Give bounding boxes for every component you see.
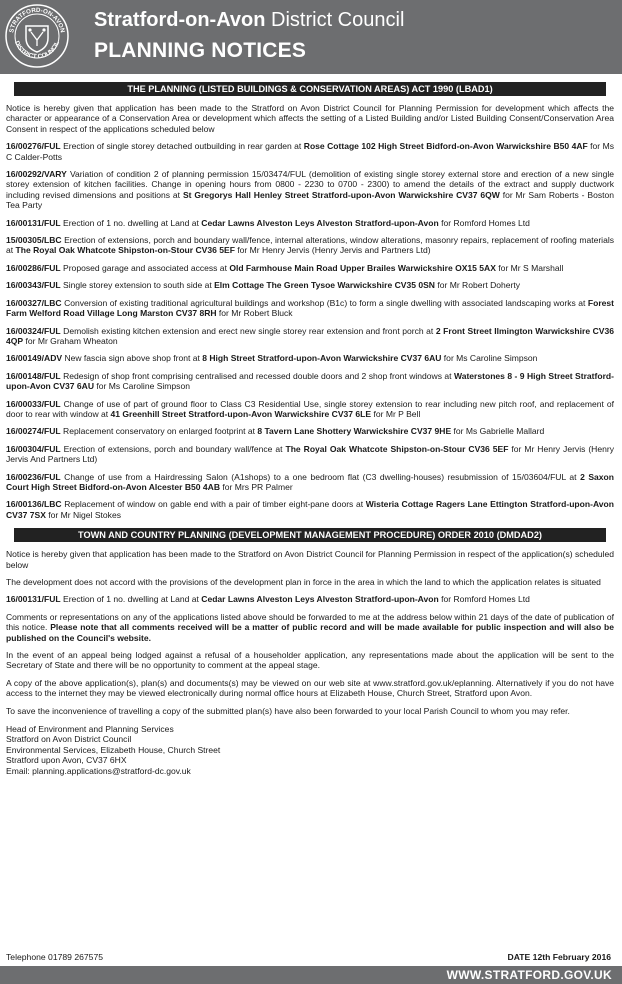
- application-address: Cedar Lawns Alveston Leys Alveston Stratford-upon-Avon: [201, 217, 439, 228]
- publication-date: DATE 12th February 2016: [507, 952, 611, 962]
- application-applicant: for Mr Henry Jervis (Henry Jervis and Partners Ltd): [234, 245, 431, 256]
- application-ref: 16/00136/LBC: [6, 499, 62, 510]
- parish-paragraph: To save the inconvenience of travelling a copy of the submitted plan(s) have also been forwarded to your local Parish Council to whom you may refer.: [6, 705, 570, 716]
- application-entry: [6, 499, 614, 520]
- application-applicant: for Mr Robert Bluck: [216, 308, 293, 319]
- contact-line: Environmental Services, Elizabeth House, Church Street: [6, 744, 221, 755]
- application-applicant: for Mr Robert Doherty: [434, 280, 521, 291]
- application-applicant: for Mr Graham Wheaton: [23, 335, 118, 346]
- application-address: 8 High Street Stratford-upon-Avon Warwickshire CV37 6AU: [202, 353, 442, 364]
- application-ref: 16/00292/VARY: [6, 169, 67, 180]
- application-entry: [6, 326, 614, 347]
- contact-line: Stratford on Avon District Council: [6, 734, 132, 745]
- application-description: Redesign of shop front comprising centralised and recessed double doors and 2 shop front windows at: [60, 370, 454, 381]
- application-ref: 16/00343/FUL: [6, 280, 61, 291]
- svg-text:STRATFORD-ON-AVON: STRATFORD-ON-AVON: [8, 6, 66, 34]
- page-title: PLANNING NOTICES: [94, 39, 307, 62]
- application-ref: 15/00305/LBC: [6, 235, 62, 246]
- footer-row: [6, 952, 611, 964]
- application-entry: [6, 280, 614, 290]
- application-entry: [6, 399, 614, 420]
- application-description: Replacement conservatory on enlarged footprint at: [60, 426, 258, 437]
- application-entry: [6, 218, 614, 228]
- application-address: St Gregorys Hall Henley Street Stratford-upon-Avon Warwickshire CV37 6QW: [182, 189, 500, 200]
- council-crest-logo: [4, 2, 70, 70]
- application-description: Erection of extensions, porch and boundary wall/fence at: [60, 443, 286, 454]
- application-description: Erection of extensions, porch and boundary wall/fence, internal alterations, window alterations, masonry repairs, replacement of roofing materials at: [6, 235, 614, 256]
- application-ref: 16/00148/FUL: [6, 370, 61, 381]
- application-ref: 16/00236/FUL: [6, 471, 61, 482]
- application-applicant: for Mr S Marshall: [495, 262, 564, 273]
- not-accord-statement: The development does not accord with the provisions of the development plan in force in the area in which the land to which the application relates is situated: [6, 577, 601, 587]
- application-applicant: for Ms C Calder-Potts: [6, 141, 614, 162]
- application-address: The Royal Oak Whatcote Shipston-on-Stour CV36 5EF: [285, 443, 509, 454]
- application-ref: 16/00131/FUL: [6, 594, 61, 605]
- application-description: Replacement of window on gable end with a pair of timber eight-pane doors at: [61, 499, 366, 510]
- comments-paragraph: Comments or representations on any of the applications listed above should be forwarded to me at the address below within 21 days of the date of publication of this notice. Please note that all comments received will be a matter of public record and will be made available for public inspection and will also be published on the Council's website.: [6, 611, 615, 643]
- application-address: 41 Greenhill Street Stratford-upon-Avon Warwickshire CV37 6LE: [110, 408, 372, 419]
- application-ref: 16/00033/FUL: [6, 398, 61, 409]
- application-address: Rose Cottage 102 High Street Bidford-on-Avon Warwickshire B50 4AF: [303, 141, 588, 152]
- application-address: Forest Farm Welford Road Village Long Marston CV37 8RH: [6, 297, 614, 319]
- application-address: Waterstones 8 - 9 High Street Stratford-upon-Avon CV37 6AU: [6, 370, 614, 392]
- application-ref: 16/00327/LBC: [6, 297, 62, 308]
- telephone: Telephone 01789 267575: [6, 952, 104, 962]
- application-description: Erection of single storey detached outbuilding in rear garden at: [60, 141, 304, 152]
- contact-address: [6, 724, 614, 776]
- application-ref: 16/00304/FUL: [6, 443, 61, 454]
- application-entry: [6, 298, 614, 319]
- application-applicant: for Mr Henry Jervis (Henry Jervis And Partners Ltd): [6, 443, 614, 465]
- contact-email[interactable]: Email: planning.applications@stratford-dc.gov.uk: [6, 765, 191, 776]
- application-applicant: for Mr Sam Roberts - Boston Tea Party: [6, 189, 614, 211]
- application-applicant: for Ms Caroline Simpson: [94, 381, 190, 392]
- application-address: 8 Tavern Lane Shottery Warwickshire CV37 9HE: [257, 426, 452, 437]
- application-entry: [6, 263, 614, 273]
- application-applicant: for Ms Gabrielle Mallard: [451, 426, 545, 437]
- application-description: Conversion of existing traditional agricultural buildings and workshop (B1c) to form a single dwelling with associated landscaping works at: [61, 297, 588, 308]
- section-heading-lbad1: THE PLANNING (LISTED BUILDINGS & CONSERVATION AREAS) ACT 1990 (LBAD1): [14, 82, 606, 96]
- application-description: Erection of 1 no. dwelling at Land at: [60, 217, 202, 228]
- application-applicant: for Mr Nigel Stokes: [45, 509, 121, 520]
- footer-bar: [0, 966, 622, 984]
- application-description: Change of use from a Hairdressing Salon (A1shops) to a one bedroom flat (C3 dwelling-houses) resubmission of 15/03604/FUL at: [60, 471, 581, 482]
- application-ref: 16/00286/FUL: [6, 262, 61, 273]
- section-heading-dmdad2: TOWN AND COUNTRY PLANNING (DEVELOPMENT MANAGEMENT PROCEDURE) ORDER 2010 (DMDAD2): [14, 528, 606, 542]
- application-ref: 16/00131/FUL: [6, 217, 61, 228]
- application-description: Demolish existing kitchen extension and erect new single storey rear extension and front porch at: [60, 325, 436, 336]
- application-entry: [6, 444, 614, 465]
- application-address: 2 Saxon Court High Street Bidford-on-Avon Alcester B50 4AB: [6, 471, 614, 492]
- svg-text:DISTRICT COUNCIL: DISTRICT COUNCIL: [13, 40, 61, 61]
- application-description: Proposed garage and associated access at: [60, 262, 230, 273]
- application-ref: 16/00149/ADV: [6, 353, 63, 364]
- application-entry: [6, 235, 614, 256]
- application-entry: [6, 426, 614, 436]
- application-description: Variation of condition 2 of planning permission 15/03474/FUL (demolition of existing single storey external store and erection of a new single storey extension of kitchen facilities. Change in opening hours from 0800 - 2230 to 0700 - 2300) to amend the details of the extract and supply ductwork including revised dimensions and positions at: [6, 169, 614, 200]
- application-description: Change of use of part of ground floor to Class C3 Residential Use, single storey extension to rear including new pitch roof, and replacement of door to rear with window at: [6, 398, 614, 419]
- application-description: New fascia sign above shop front at: [62, 353, 203, 364]
- header-banner: [0, 0, 622, 74]
- application-list: [6, 141, 614, 520]
- application-entry: 16/00131/FUL Erection of 1 no. dwelling at Land at Cedar Lawns Alveston Leys Alveston Stratford-upon-Avon for Romford Homes Ltd: [6, 594, 530, 605]
- application-entry: [6, 141, 614, 162]
- section2-intro: Notice is hereby given that application has been made to the Stratford on Avon District Council for Planning Permission in respect of the application(s) scheduled below: [6, 549, 614, 570]
- section1-intro: Notice is hereby given that application has been made to the Stratford on Avon District Council for Planning Permission for development which affects the character or appearance of a Conservation Area or development which affects the setting of a Listed Building and/or Listed Building Consent/Conservation Area Consent in respect of the applications scheduled below: [6, 103, 614, 134]
- website-link[interactable]: WWW.STRATFORD.GOV.UK: [446, 968, 612, 982]
- application-applicant: for Ms Caroline Simpson: [441, 353, 538, 364]
- application-address: Cedar Lawns Alveston Leys Alveston Stratford-upon-Avon: [201, 594, 439, 605]
- application-ref: 16/00274/FUL: [6, 426, 61, 437]
- council-name: Stratford-on-Avon District Council: [94, 9, 405, 31]
- application-applicant: for Mrs PR Palmer: [220, 481, 293, 492]
- application-address: Wisteria Cottage Ragers Lane Ettington Stratford-upon-Avon CV37 7SX: [6, 499, 614, 520]
- application-address: The Royal Oak Whatcote Shipston-on-Stour CV36 5EF: [15, 245, 235, 256]
- application-address: 2 Front Street Ilmington Warwickshire CV36 4QP: [6, 325, 615, 346]
- application-ref: 16/00276/FUL: [6, 141, 61, 152]
- copy-paragraph: A copy of the above application(s), plan(s) and documents(s) may be viewed on our web site at www.stratford.gov.uk/eplanning. Alternatively if you do not have access to the internet they may be viewed electronically during normal office hours at Elizabeth House, Church Street, Stratford upon Avon.: [6, 677, 614, 699]
- contact-line: Stratford upon Avon, CV37 6HX: [6, 755, 127, 766]
- appeal-paragraph: In the event of an appeal being lodged against a refusal of a householder application, any representations made about the application will be sent to the Secretary of State and there will be no opportunity to comment at the appeal stage.: [6, 650, 614, 671]
- application-entry: [6, 472, 614, 493]
- application-address: Old Farmhouse Main Road Upper Brailes Warwickshire OX15 5AX: [229, 262, 496, 273]
- application-address: Elm Cottage The Green Tysoe Warwickshire CV35 0SN: [214, 280, 435, 291]
- application-ref: 16/00324/FUL: [6, 325, 61, 336]
- application-entry: [6, 353, 614, 363]
- notices-body: [6, 82, 614, 776]
- application-applicant: for Romford Homes Ltd: [438, 217, 530, 228]
- contact-line: Head of Environment and Planning Services: [6, 724, 174, 735]
- application-description: Single storey extension to south side at: [60, 280, 215, 291]
- application-entry: [6, 371, 614, 392]
- application-entry: [6, 169, 614, 211]
- application-applicant: for Mr P Bell: [371, 408, 421, 419]
